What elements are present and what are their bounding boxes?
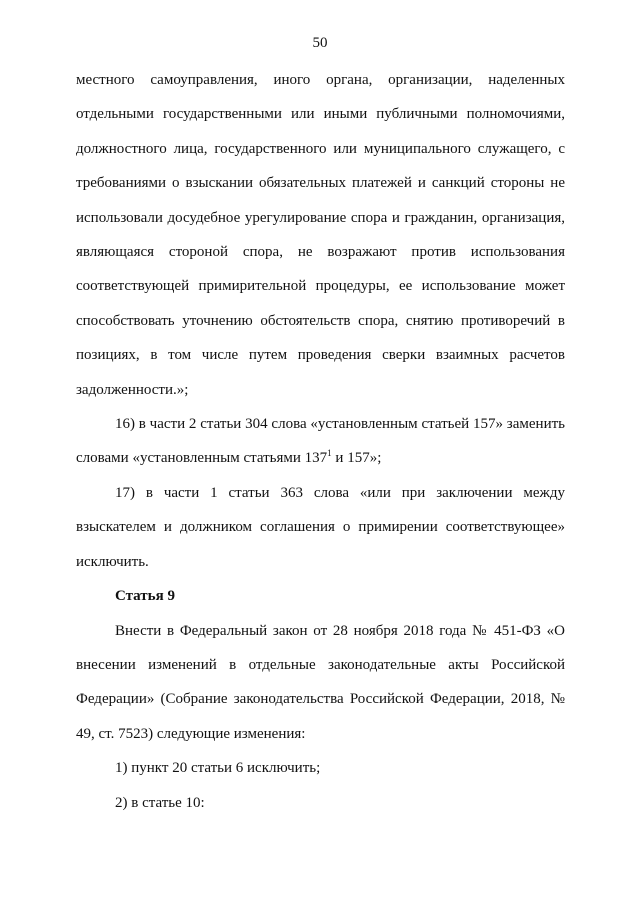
paragraph-article-intro: Внести в Федеральный закон от 28 ноября 2018 года № 451-ФЗ «О внесении изменений в отдельные законодательные акты Российской Федерации» (Собрание законодательства Российской Федерации, 2018, № 49, ст. 7523) следующие изменения:: [76, 622, 565, 742]
paragraph-item-16-text: 16) в части 2 статьи 304 слова «установленным статьей 157» заменить словами «установленным статьями 137: [76, 416, 565, 467]
superscript-index: 1: [327, 448, 332, 459]
document-body: [76, 63, 565, 820]
paragraph-item-16-tail: и 157»;: [331, 450, 382, 467]
paragraph-item-16: [76, 407, 565, 476]
paragraph-item-2: 2) в статье 10:: [115, 794, 205, 811]
article-heading: Статья 9: [115, 588, 175, 605]
page-number: 50: [312, 35, 328, 51]
paragraph-continuation: местного самоуправления, иного органа, организации, наделенных отдельными государственными или иными публичными полномочиями, должностного лица, государственного или муниципального служащего, с требованиями о взыскании обязательных платежей и санкций стороны не использовали досудебное урегулирование спора и гражданин, организация, являющаяся стороной спора, не возражают против использования соответствующей примирительной процедуры, ее использование может способствовать уточнению обстоятельств спора, снятию противоречий в позициях, в том числе путем проведения сверки взаимных расчетов задолженности.»;: [76, 72, 565, 398]
paragraph-item-1: 1) пункт 20 статьи 6 исключить;: [115, 760, 321, 777]
paragraph-item-17: 17) в части 1 статьи 363 слова «или при заключении между взыскателем и должником соглашения о примирении соответствующее» исключить.: [76, 484, 565, 570]
